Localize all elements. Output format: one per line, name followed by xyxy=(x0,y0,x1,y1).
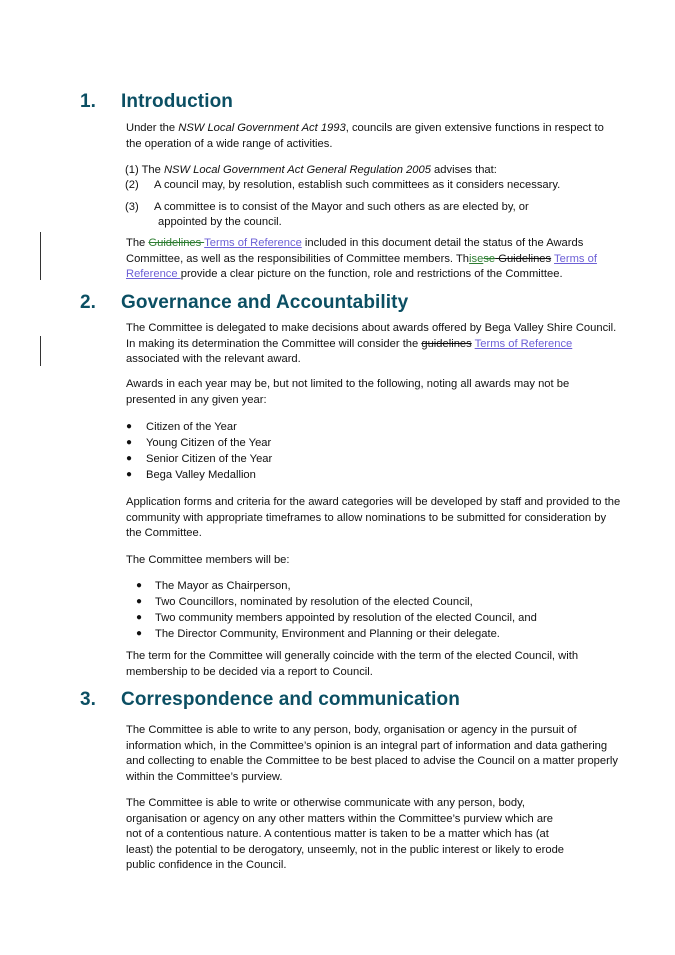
item-text: A council may, by resolution, establish such committees as it considers necessary. xyxy=(154,179,561,191)
member-text: Two community members appointed by resolution of the elected Council, and xyxy=(155,612,537,624)
text: The Committee members will be: xyxy=(126,554,290,566)
section-title: Introduction xyxy=(121,91,234,112)
text: The Committee is delegated to make decisions about awards offered by Bega Valley Shire Council. In making its determination the Committee will consider the xyxy=(126,322,617,350)
regulation-item-2 xyxy=(125,178,560,194)
item-number: (3) xyxy=(125,201,139,213)
regulation-line xyxy=(125,163,497,179)
section-number: 1. xyxy=(80,91,97,112)
section-title: Governance and Accountability xyxy=(121,292,409,313)
correspondence-paragraph xyxy=(126,723,621,785)
text: Under the xyxy=(126,122,179,134)
text: (1) The xyxy=(125,164,164,176)
section-number: 2. xyxy=(80,292,97,313)
terms-of-reference-link[interactable]: Terms of Reference xyxy=(126,252,597,280)
terms-of-reference-link[interactable]: Terms of Reference xyxy=(204,237,302,249)
text-line: not of a contentious nature. A contentious matter is taken to be a matter which has (at xyxy=(126,828,549,840)
text: included in this document detail the status of the Awards Committee, as well as the responsibilities of Committee members. Th xyxy=(126,237,584,265)
member-text: Two Councillors, nominated by resolution of the elected Council, xyxy=(155,596,473,608)
section-title: Correspondence and communication xyxy=(121,689,460,710)
text: associated with the relevant award. xyxy=(126,353,301,365)
term-paragraph xyxy=(126,649,621,680)
application-paragraph xyxy=(126,495,621,542)
awards-intro-paragraph xyxy=(126,377,621,408)
section-heading-introduction xyxy=(80,91,233,113)
intro-paragraph xyxy=(126,121,621,152)
members-intro-paragraph xyxy=(126,553,621,569)
deleted-text: Guidelines xyxy=(148,237,205,249)
governance-paragraph xyxy=(126,321,621,368)
deleted-text: guidelines xyxy=(421,337,472,350)
award-name: Young Citizen of the Year xyxy=(146,437,272,449)
bullet-icon: ● xyxy=(126,437,133,448)
text-line: least) the potential to be derogatory, unseemly, not in the public interest or likely to erode xyxy=(126,843,565,856)
award-name: Senior Citizen of the Year xyxy=(146,453,273,465)
communication-paragraph xyxy=(126,796,564,874)
text-line: public confidence in the Council. xyxy=(126,859,287,871)
text-line: organisation or agency on any other matters within the Committee’s purview which are xyxy=(126,812,553,825)
item-text: appointed by the council. xyxy=(158,216,282,228)
text: provide a clear picture on the function, role and restrictions of the Committee. xyxy=(180,268,563,280)
text: The Committee is able to write to any person, body, organisation or agency in the pursuit of information which, in the Committee’s opinion is an integral part of information and data gathering and collecting to enable the Committee to be best placed to advise the Council on a matter properly within the Committee’s purview. xyxy=(126,724,618,783)
award-name: Citizen of the Year xyxy=(146,421,237,433)
revision-bar xyxy=(40,336,41,366)
section-heading-governance xyxy=(80,292,408,314)
inserted-text: ise xyxy=(469,252,484,265)
bullet-icon: ● xyxy=(126,453,133,464)
text: The xyxy=(126,237,149,249)
item-number: (2) xyxy=(125,179,139,191)
bullet-icon: ● xyxy=(136,596,143,607)
award-name: Bega Valley Medallion xyxy=(146,469,256,481)
deleted-text: se xyxy=(483,252,496,265)
item-text: A committee is to consist of the Mayor and such others as are elected by, or xyxy=(154,201,529,213)
text: The term for the Committee will generally coincide with the term of the elected Council, with membership to be decided via a report to Council. xyxy=(126,650,579,678)
revision-bar xyxy=(40,232,41,280)
text: , councils are given extensive functions in respect to the operation of a wide range of activities. xyxy=(126,122,604,150)
member-text: The Mayor as Chairperson, xyxy=(155,580,291,592)
bullet-icon: ● xyxy=(126,421,133,432)
bullet-icon: ● xyxy=(136,628,143,639)
regulation-name: NSW Local Government Act General Regulation 2005 xyxy=(163,164,431,176)
terms-paragraph xyxy=(126,236,621,283)
section-heading-correspondence xyxy=(80,689,460,711)
text: advises that: xyxy=(430,164,497,176)
text-line: The Committee is able to write or otherwise communicate with any person, body, xyxy=(126,797,525,809)
bullet-icon: ● xyxy=(126,469,133,480)
text: Awards in each year may be, but not limited to the following, noting all awards may not be presented in any given year: xyxy=(126,378,570,406)
regulation-item-3 xyxy=(125,200,529,216)
bullet-icon: ● xyxy=(136,612,143,623)
section-number: 3. xyxy=(80,689,97,710)
deleted-text: Guidelines xyxy=(495,252,552,265)
terms-of-reference-link[interactable]: Terms of Reference xyxy=(474,337,573,350)
member-text: The Director Community, Environment and Planning or their delegate. xyxy=(155,628,500,640)
regulation-item-3-continued xyxy=(158,215,282,231)
text: Application forms and criteria for the award categories will be developed by staff and provided to the community with appropriate timeframes to allow nominations to be submitted for consideration by the Committee. xyxy=(126,496,621,539)
bullet-icon: ● xyxy=(136,580,143,591)
act-name: NSW Local Government Act 1993 xyxy=(178,122,346,134)
